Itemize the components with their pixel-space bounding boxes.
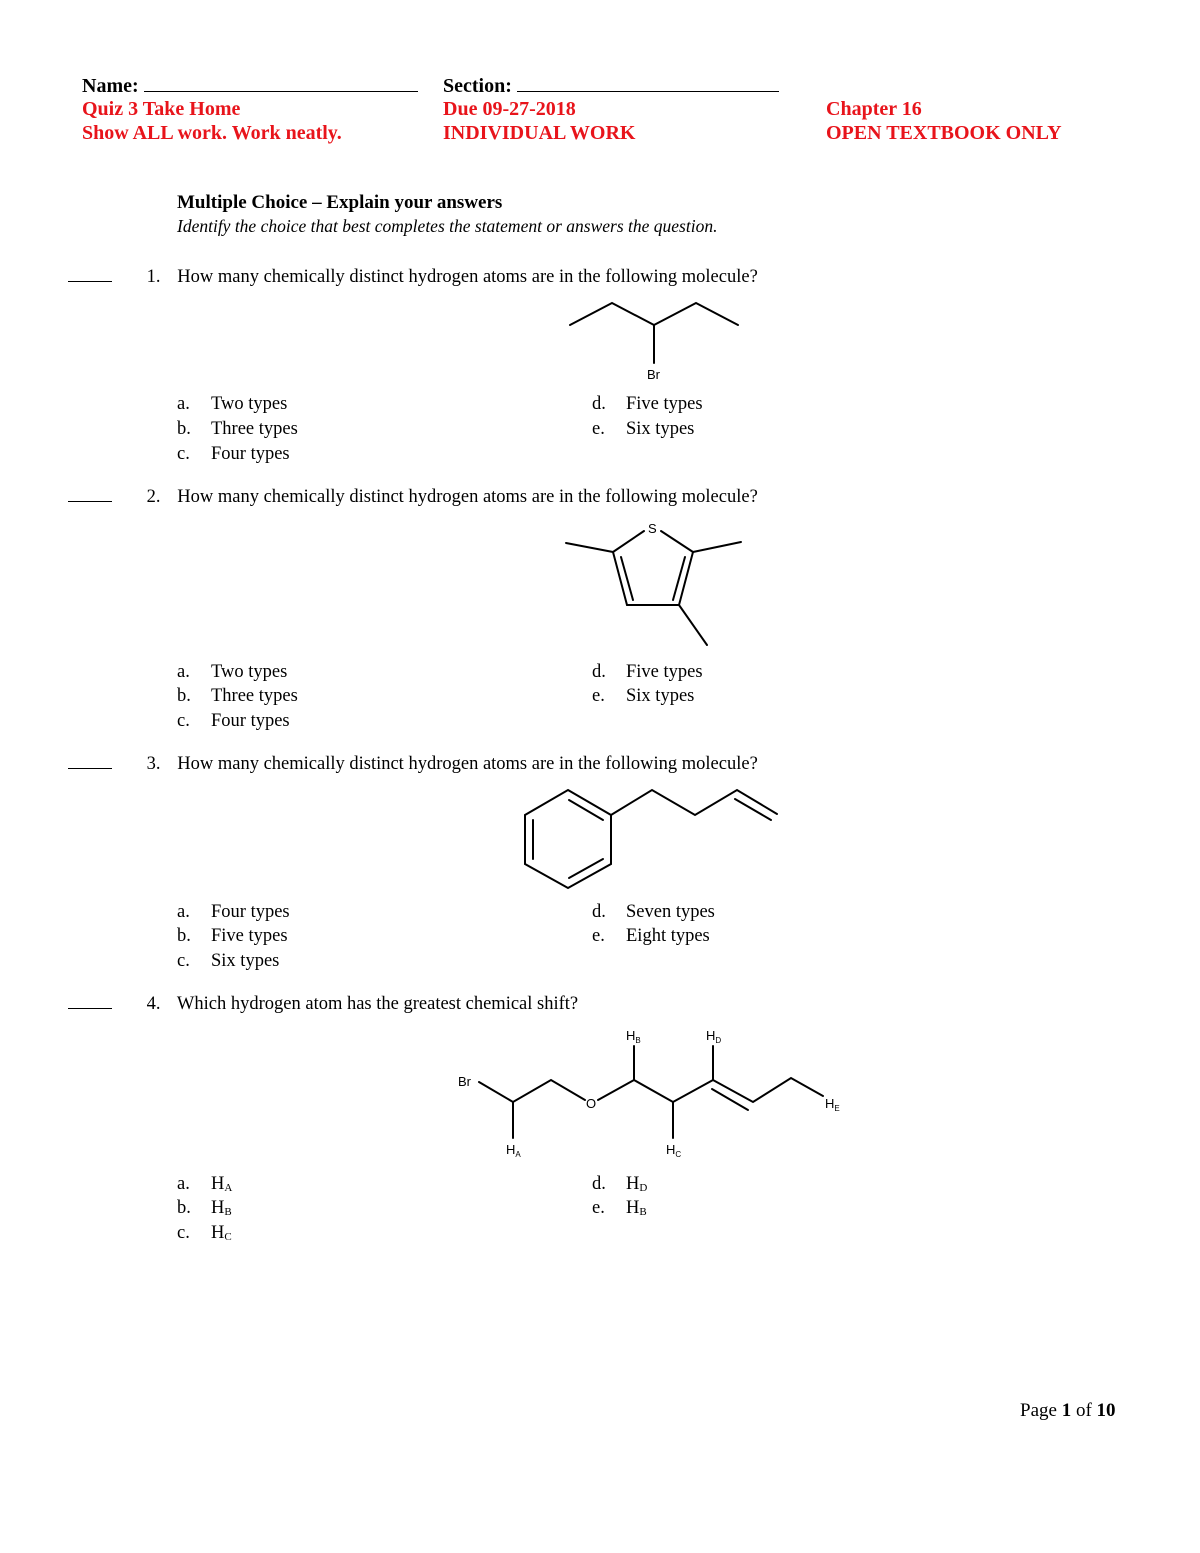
- option-3d[interactable]: d. Seven types: [592, 902, 715, 922]
- question-4: [68, 994, 578, 1015]
- s-c5-bond: [661, 531, 693, 552]
- instructions: Show ALL work. Work neatly.: [82, 122, 342, 144]
- c2-c3-bond: [613, 552, 627, 605]
- option-2a[interactable]: a. Two types: [177, 662, 288, 682]
- molecule-4-phenylbutene: [515, 780, 785, 892]
- option-4c[interactable]: c. HC: [177, 1223, 232, 1243]
- option-2c[interactable]: c. Four types: [177, 711, 290, 731]
- section-field: [443, 73, 779, 98]
- molecule-trimethylthiophene: [560, 515, 750, 650]
- option-1e[interactable]: e. Six types: [592, 419, 695, 439]
- answer-blank-3[interactable]: [68, 754, 112, 769]
- answer-blank-2[interactable]: [68, 487, 112, 502]
- option-4d[interactable]: d. HD: [592, 1174, 648, 1194]
- question-2: [68, 487, 758, 508]
- question-number: 1.: [146, 267, 161, 287]
- name-field: [82, 73, 418, 98]
- carbon-chain: [570, 303, 738, 325]
- alkene-double: [712, 1089, 748, 1110]
- question-number: 3.: [146, 754, 161, 774]
- page-number: Page 1 of 10: [1020, 1400, 1116, 1421]
- name-label: Name:: [82, 75, 139, 97]
- option-4a[interactable]: a. HA: [177, 1174, 233, 1194]
- question-text: How many chemically distinct hydrogen atoms are in the following molecule?: [177, 267, 758, 287]
- section-title: Multiple Choice – Explain your answers: [177, 192, 503, 213]
- section-subtitle: Identify the choice that best completes the statement or answers the question.: [177, 216, 718, 236]
- option-1d[interactable]: d. Five types: [592, 394, 703, 414]
- option-4e[interactable]: e. HB: [592, 1198, 647, 1218]
- chain-right: [598, 1078, 823, 1102]
- question-3: [68, 754, 758, 775]
- benzene-ring: [525, 790, 611, 888]
- option-3b[interactable]: b. Five types: [177, 926, 288, 946]
- individual-work: INDIVIDUAL WORK: [443, 122, 636, 144]
- alkene-double: [735, 799, 771, 820]
- section-input-line[interactable]: [517, 73, 779, 92]
- ha-label: $H_A$: [506, 1142, 521, 1159]
- chapter-label: Chapter 16: [826, 98, 922, 120]
- option-2d[interactable]: d. Five types: [592, 662, 703, 682]
- answer-blank-1[interactable]: [68, 267, 112, 282]
- question-1: [68, 267, 758, 288]
- section-label: Section:: [443, 75, 512, 97]
- s-c2-bond: [613, 531, 644, 552]
- sulfur-label: S: [648, 521, 657, 536]
- molecule-3-bromopentane: [560, 295, 750, 390]
- textbook-note: OPEN TEXTBOOK ONLY: [826, 122, 1062, 144]
- methyl-bond-3: [679, 605, 707, 645]
- quiz-title: Quiz 3 Take Home: [82, 98, 241, 120]
- option-2e[interactable]: e. Six types: [592, 686, 695, 706]
- c2-c3-double: [621, 557, 633, 600]
- chain-left: [479, 1080, 585, 1102]
- c4-c5-double: [673, 557, 685, 600]
- c4-c5-bond: [679, 552, 693, 605]
- hc-label: $H_C$: [666, 1142, 682, 1159]
- ring-double-1: [569, 800, 603, 820]
- molecule-bromoethyl-ether: [455, 1020, 865, 1165]
- methyl-bond-2: [693, 542, 741, 552]
- option-3c[interactable]: c. Six types: [177, 951, 280, 971]
- name-input-line[interactable]: [144, 73, 418, 92]
- option-3a[interactable]: a. Four types: [177, 902, 290, 922]
- ring-double-2: [569, 859, 603, 878]
- bromine-label: Br: [458, 1074, 471, 1089]
- question-number: 4.: [146, 994, 161, 1014]
- he-label: $H_E$: [825, 1096, 840, 1113]
- question-text: How many chemically distinct hydrogen atoms are in the following molecule?: [177, 754, 758, 774]
- option-4b[interactable]: b. HB: [177, 1198, 232, 1218]
- question-number: 2.: [146, 487, 161, 507]
- option-1b[interactable]: b. Three types: [177, 419, 298, 439]
- option-2b[interactable]: b. Three types: [177, 686, 298, 706]
- answer-blank-4[interactable]: [68, 994, 112, 1009]
- option-3e[interactable]: e. Eight types: [592, 926, 710, 946]
- option-1c[interactable]: c. Four types: [177, 444, 290, 464]
- oxygen-label: O: [586, 1096, 597, 1111]
- due-date: Due 09-27-2018: [443, 98, 576, 120]
- bromine-label: Br: [647, 367, 660, 382]
- question-text: How many chemically distinct hydrogen atoms are in the following molecule?: [177, 487, 758, 507]
- hd-label: $H_D$: [706, 1028, 722, 1045]
- question-text: Which hydrogen atom has the greatest chemical shift?: [176, 994, 579, 1014]
- butenyl-chain: [611, 790, 777, 815]
- methyl-bond-1: [566, 543, 613, 552]
- hb-label: $H_B$: [626, 1028, 641, 1045]
- option-1a[interactable]: a. Two types: [177, 394, 288, 414]
